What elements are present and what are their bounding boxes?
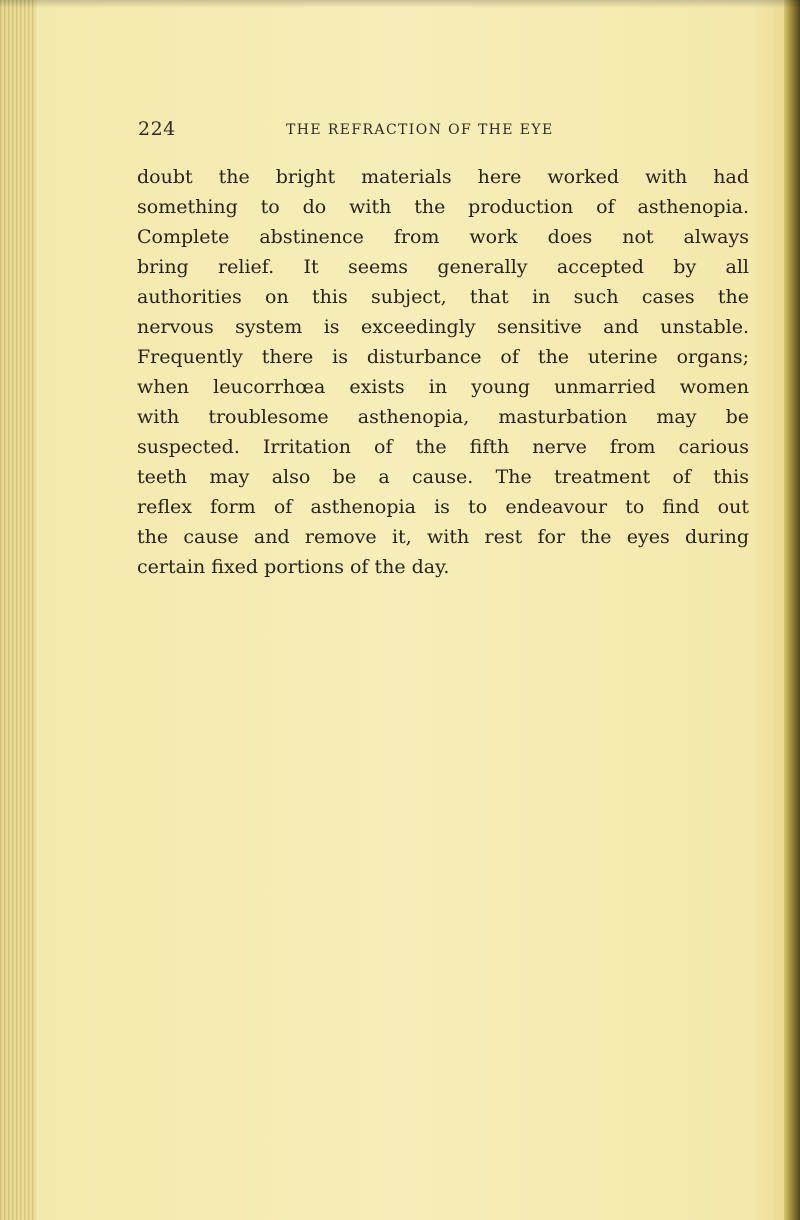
text-line-8: when leucorrhœa exists in young unmarried women	[137, 376, 749, 398]
top-shadow	[0, 0, 800, 8]
text-line-10: suspected. Irritation of the fifth nerve from carious	[137, 436, 749, 458]
running-header	[138, 118, 758, 146]
text-line-5: authorities on this subject, that in such cases the	[137, 286, 749, 308]
body-text	[137, 162, 749, 582]
page-number: 224	[138, 118, 176, 140]
running-title: THE REFRACTION OF THE EYE	[286, 122, 554, 138]
text-line-11: teeth may also be a cause. The treatment of this	[137, 466, 749, 488]
text-line-14: certain fixed portions of the day.	[137, 556, 450, 578]
text-line-1: doubt the bright materials here worked with had	[137, 166, 749, 188]
text-line-4: bring relief. It seems generally accepted by all	[137, 256, 749, 278]
page-edge-shadow	[784, 0, 800, 1220]
text-line-12: reflex form of asthenopia is to endeavour to find out	[137, 496, 749, 518]
text-line-2: something to do with the production of asthenopia.	[137, 196, 749, 218]
binding-gutter	[0, 0, 36, 1220]
text-line-7: Frequently there is disturbance of the uterine organs;	[137, 346, 749, 368]
text-line-3: Complete abstinence from work does not always	[137, 226, 749, 248]
text-line-9: with troublesome asthenopia, masturbation may be	[137, 406, 749, 428]
text-line-13: the cause and remove it, with rest for the eyes during	[137, 526, 749, 548]
text-line-6: nervous system is exceedingly sensitive and unstable.	[137, 316, 749, 338]
